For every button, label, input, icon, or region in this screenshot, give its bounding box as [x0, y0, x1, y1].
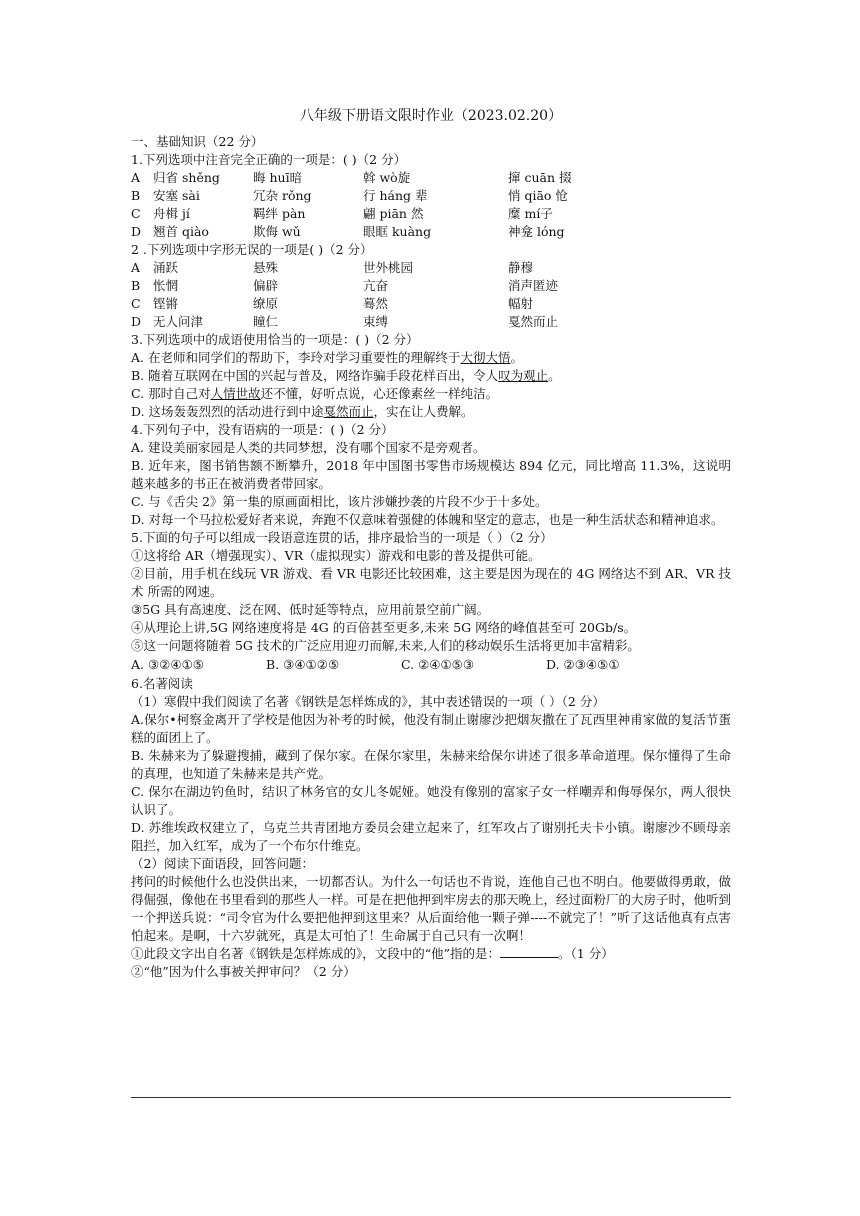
question-6-option-c: C. 保尔在湖边钓鱼时，结识了林务官的女儿冬妮娅。她没有像别的富家子女一样嘲弄和侮辱保尔，两人很快认识了。 [131, 784, 731, 817]
question-2-stem: 2 .下列选项中字形无误的一项是( )（2 分） [131, 242, 373, 257]
question-5-options [131, 655, 731, 675]
question-5-sentence-2: ②目前，用手机在线玩 VR 游戏、看 VR 电影还比较困难，这主要是因为现在的 4G 网络达不到 AR、VR 技术 所需的网速。 [131, 566, 731, 599]
idiom-underlined: 戛然而止 [323, 404, 374, 419]
question-2-option-a: A 涌跃 悬殊 世外桃园 静穆 [131, 260, 534, 275]
question-3-option-c: C. 那时自己对人情世故还不懂，好听点说，心还像素丝一样纯洁。 [131, 386, 499, 401]
question-6-sub1-stem: （1）寒假中我们阅读了名著《钢铁是怎样炼成的》，其中表述错误的一项（ ）（2 分） [131, 694, 605, 709]
question-3-option-b: B. 随着互联网在中国的兴起与普及，网络诈骗手段花样百出，令人叹为观止。 [131, 368, 561, 383]
question-6-stem: 6.名著阅读 [131, 676, 193, 691]
idiom-underlined: 叹为观止 [498, 368, 549, 383]
page-title: 八年级下册语文限时作业（2023.02.20） [299, 108, 563, 124]
question-6-sub2-q2: ②“他”因为什么事被关押审问？（2 分） [131, 964, 356, 979]
section-heading: 一、基础知识（22 分） [131, 134, 264, 149]
question-4-stem: 4.下列句子中，没有语病的一项是：( )（2 分） [131, 422, 394, 437]
question-6-sub2-stem: （2）阅读下面语段，回答问题： [131, 856, 314, 871]
idiom-underlined: 大彻大悟 [460, 350, 511, 365]
question-5-sentence-1: ①这将给 AR（增强现实）、VR（虚拟现实）游戏和电影的普及提供可能。 [131, 548, 541, 563]
answer-blank[interactable] [500, 945, 558, 958]
question-5-option-a: A. ③②④①⑤ [131, 657, 205, 672]
question-5-option-b: B. ③④①②⑤ [266, 657, 340, 672]
question-4-option-d: D. 对每一个马拉松爱好者来说，奔跑不仅意味着强健的体魄和坚定的意志，也是一种生活状态和精神追求。 [131, 512, 724, 527]
idiom-underlined: 人情世故 [210, 386, 261, 401]
question-5-option-c: C. ②④①⑤③ [401, 657, 475, 672]
question-5-stem: 5.下面的句子可以组成一段语意连贯的话，排序最恰当的一项是（ ）（2 分） [131, 530, 553, 545]
answer-line[interactable] [131, 1097, 731, 1098]
question-3-option-a: A. 在老师和同学们的帮助下，李玲对学习重要性的理解终于大彻大悟。 [131, 350, 524, 365]
question-6-option-b: B. 朱赫来为了躲避搜捕，藏到了保尔家。在保尔家里，朱赫来给保尔讲述了很多革命道理。保尔懂得了生命的真理，也知道了朱赫来是共产党。 [131, 748, 731, 781]
question-1-option-b: B 安塞 sài 冗杂 rǒng 行 háng 辈 悄 qiāo 怆 [131, 188, 568, 203]
exam-page [131, 106, 731, 981]
question-2-option-d: D 无人问津 瞳仁 束缚 戛然而止 [131, 314, 559, 329]
question-3-option-d: D. 这场轰轰烈烈的活动进行到中途戛然而止，实在让人费解。 [131, 404, 474, 419]
question-1-option-d: D 翘首 qiào 欺侮 wǔ 眼眶 kuàng 神龛 lóng [131, 224, 565, 239]
question-4-option-c: C. 与《舌尖 2》第一集的原画面相比，该片涉嫌抄袭的片段不少于十多处。 [131, 494, 548, 509]
question-6-option-a: A.保尔•柯察金离开了学校是他因为补考的时候，他没有制止谢廖沙把烟灰撒在了瓦西里神甫家做的复活节蛋糕的面团上了。 [131, 712, 731, 745]
question-6-option-d: D. 苏维埃政权建立了，乌克兰共青团地方委员会建立起来了，红军攻占了谢别托夫卡小镇。谢廖沙不顾母亲阻拦，加入红军，成为了一个布尔什维克。 [131, 820, 731, 853]
question-2-option-b: B 怅惘 偏辟 亢奋 消声匿迹 [131, 278, 559, 293]
question-5-sentence-3: ③5G 具有高速度、泛在网、低时延等特点，应用前景空前广阔。 [131, 602, 490, 617]
question-1-option-a: A 归省 shěng 晦 huī暗 斡 wò旋 撺 cuān 掇 [131, 170, 572, 185]
question-1-option-c: C 舟楫 jí 羁绊 pàn 翩 piān 然 糜 mí子 [131, 206, 553, 221]
question-3-stem: 3.下列选项中的成语使用恰当的一项是：( )（2 分） [131, 332, 419, 347]
question-5-option-d: D. ②③④⑤① [546, 657, 620, 672]
question-4-option-a: A. 建设美丽家园是人类的共同梦想，没有哪个国家不是旁观者。 [131, 440, 486, 455]
question-5-sentence-4: ④从理论上讲,5G 网络速度将是 4G 的百倍甚至更多,未来 5G 网络的峰值甚至可 20Gb/s。 [131, 620, 637, 635]
question-2-option-c: C 铿锵 缭原 蓦然 幅射 [131, 296, 534, 311]
question-1-stem: 1.下列选项中注音完全正确的一项是：( )（2 分） [131, 152, 407, 167]
question-5-sentence-5: ⑤这一问题将随着 5G 技术的广泛应用迎刃而解,未来,人们的移动娱乐生活将更加丰富精彩。 [131, 638, 640, 653]
question-4-option-b: B. 近年来，图书销售额不断攀升，2018 年中国图书零售市场规模达 894 亿元，同比增高 11.3%，这说明越来越多的书正在被消费者带回家。 [131, 458, 731, 491]
reading-passage: 拷问的时候他什么也没供出来，一切都否认。为什么一句话也不肯说，连他自己也不明白。他要做得勇敢，做得倔强，像他在书里看到的那些人一样。可是在把他押到牢房去的那天晚上，经过面粉厂的大房子时，他听到一个押送兵说：“司令官为什么要把他押到这里来？从后面给他一颗子弹----不就完了！”听了这话他真有点害怕起来。是啊，十六岁就死，真是太可怕了！生命属于自己只有一次啊！ [131, 874, 732, 943]
question-6-sub2-q1: ①此段文字出自名著《钢铁是怎样炼成的》，文段中的“他”指的是： 。（1 分） [131, 946, 614, 961]
